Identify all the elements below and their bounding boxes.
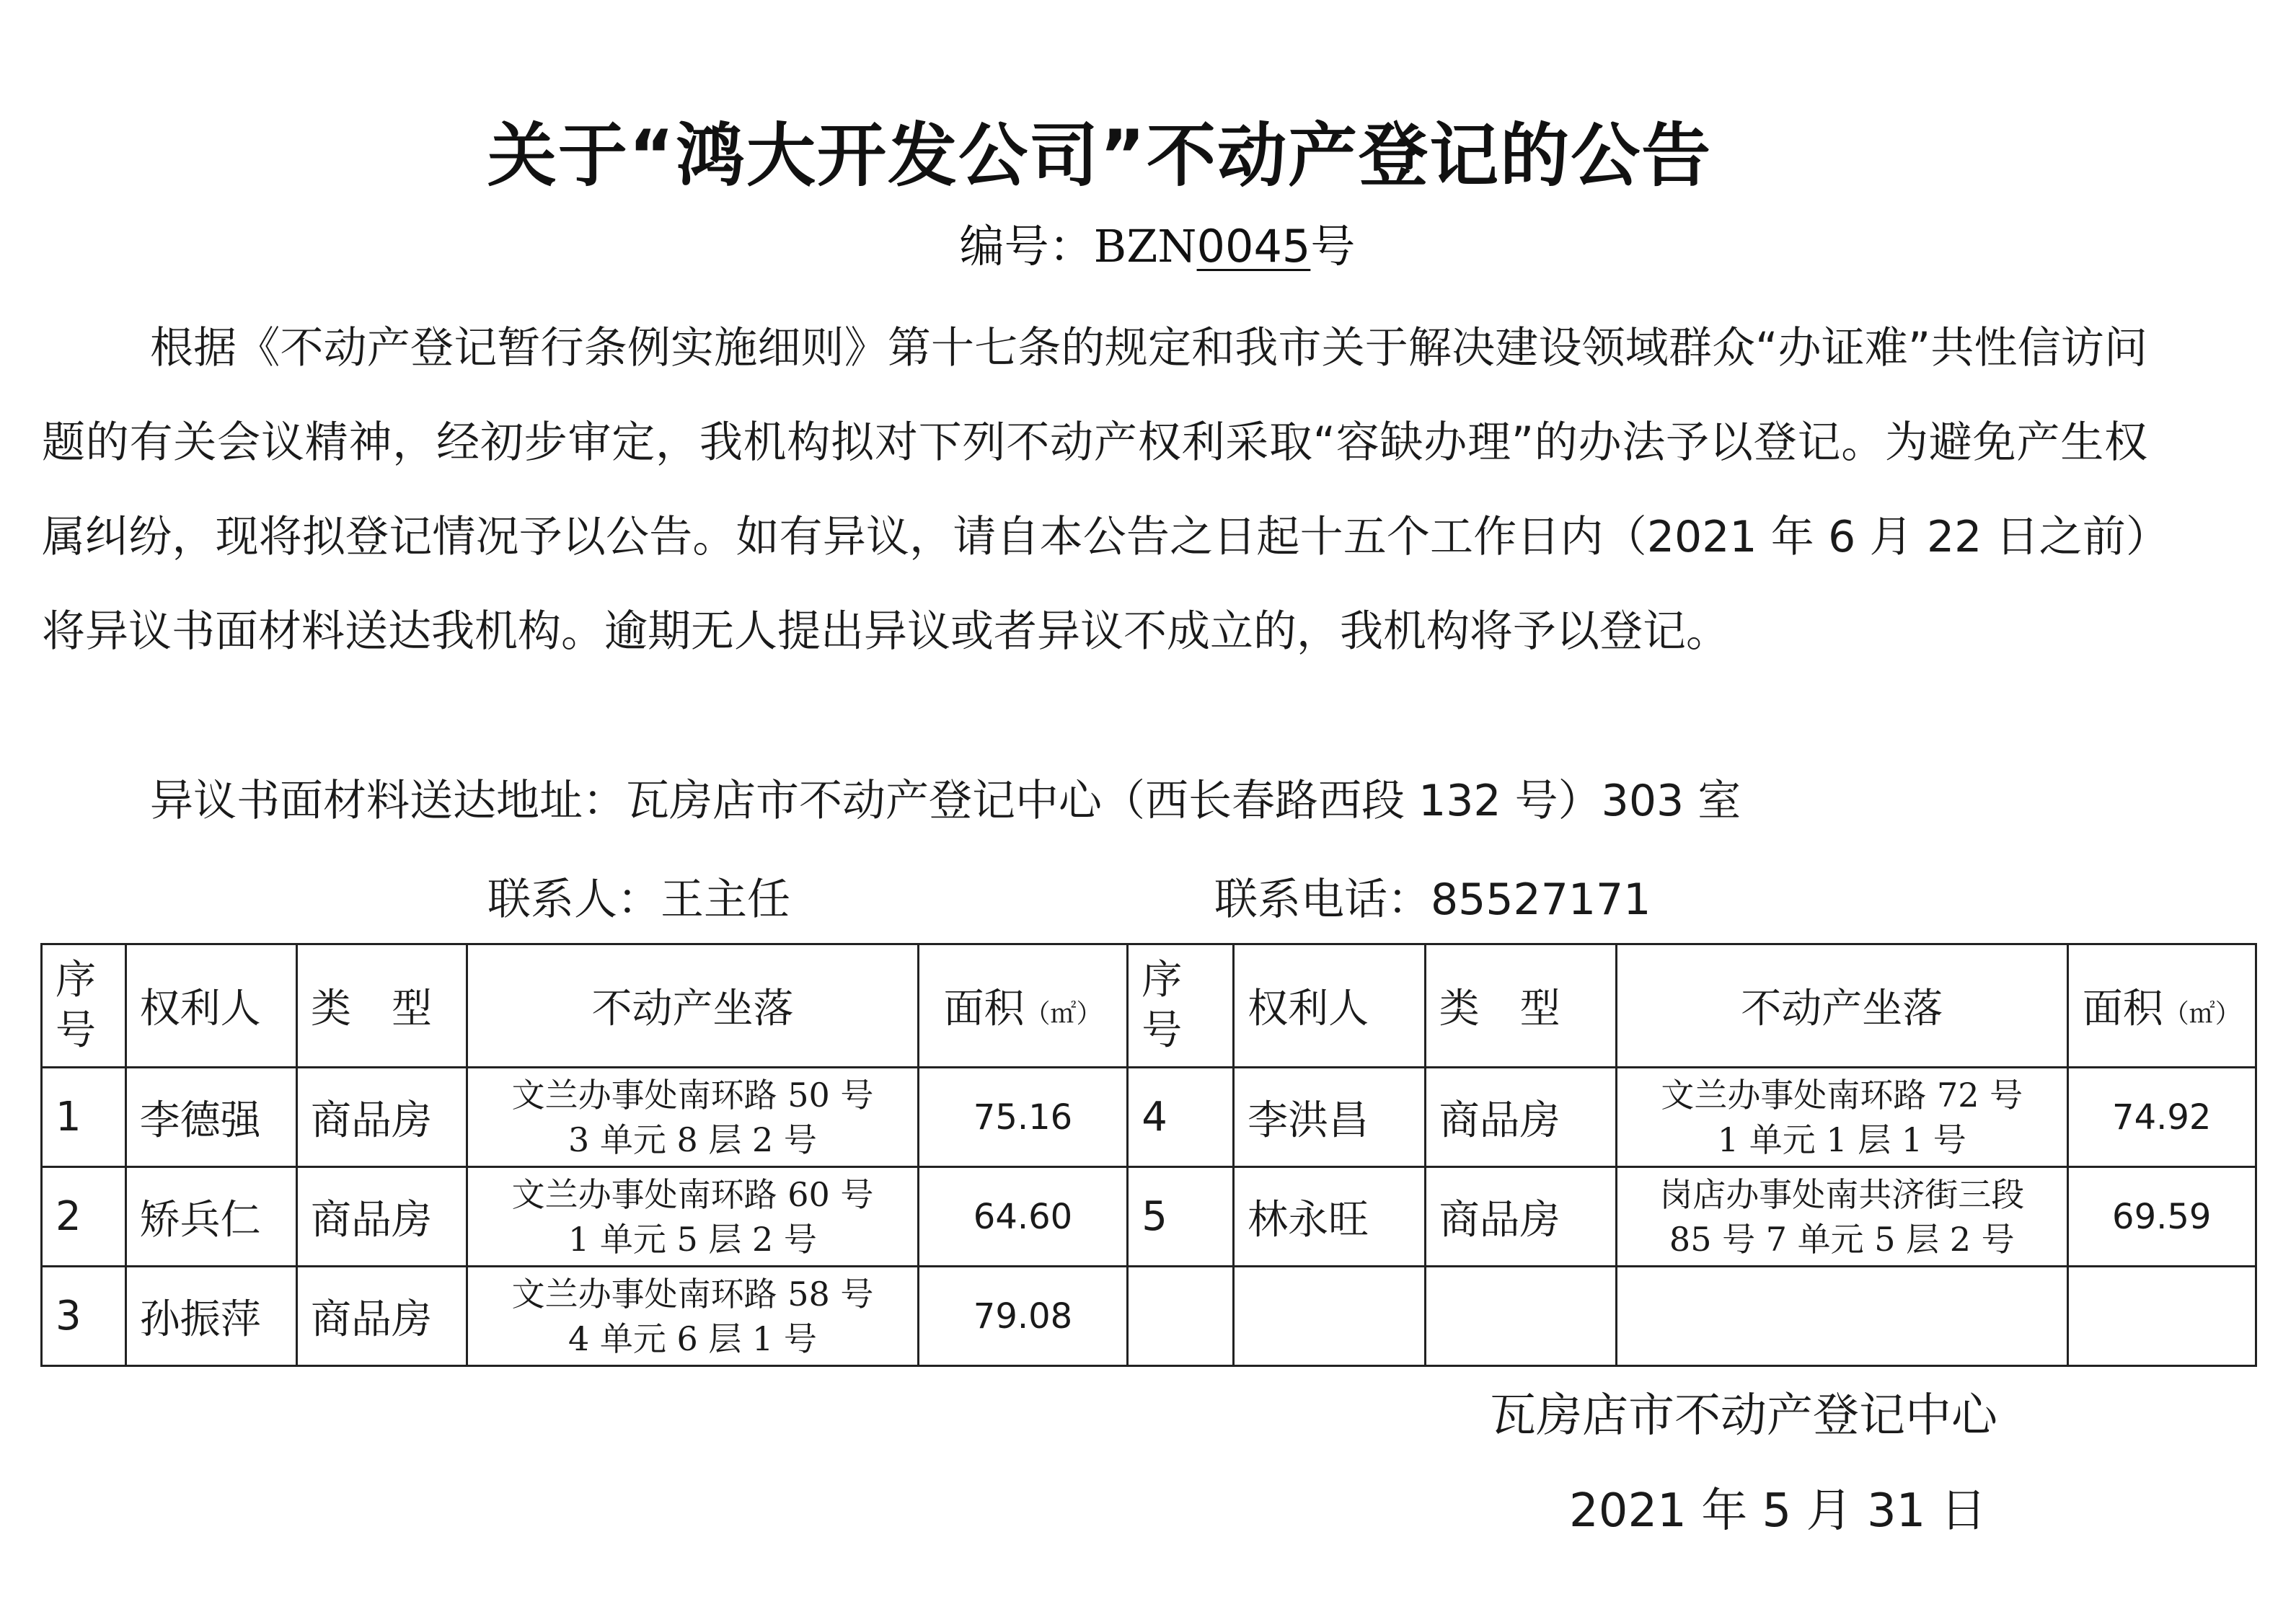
cell-holder: 矫兵仁 [125, 1167, 296, 1267]
cell-location [1617, 1068, 2067, 1167]
header-seq-line2: 号 [1142, 1007, 1183, 1054]
cell-type: 商品房 [296, 1167, 467, 1267]
cell-location-line2: 3 单元 8 层 2 号 [568, 1120, 817, 1159]
header-area-label: 面积 [943, 986, 1025, 1032]
cell-seq: 3 [42, 1267, 126, 1366]
cell-type [1425, 1267, 1616, 1366]
cell-area: 75.16 [918, 1068, 1128, 1167]
cell-location-line1: 文兰办事处南环路 50 号 [511, 1075, 874, 1115]
cell-type: 商品房 [1425, 1068, 1616, 1167]
header-seq-line1: 序 [1142, 957, 1183, 1004]
cell-seq: 2 [42, 1167, 126, 1267]
issuing-authority: 瓦房店市不动产登记中心 [1490, 1389, 1997, 1443]
cell-type: 商品房 [296, 1068, 467, 1167]
cell-area [2067, 1267, 2256, 1366]
cell-holder: 李洪昌 [1234, 1068, 1425, 1167]
cell-location-line2: 85 号 7 单元 5 层 2 号 [1669, 1219, 2015, 1259]
issue-date: 2021 年 5 月 31 日 [1569, 1484, 1987, 1538]
header-holder: 权利人 [125, 944, 296, 1068]
header-seq-line2: 号 [56, 1007, 96, 1054]
header-area [918, 944, 1128, 1068]
header-area-label: 面积 [2082, 986, 2163, 1032]
header-area-unit: （㎡） [1024, 999, 1103, 1029]
cell-seq: 5 [1128, 1167, 1234, 1267]
cell-location-line1: 文兰办事处南环路 60 号 [511, 1174, 874, 1214]
objection-address: 异议书面材料送达地址：瓦房店市不动产登记中心（西长春路西段 132 号）303 室 [150, 776, 1741, 826]
notice-body: 根据《不动产登记暂行条例实施细则》第十七条的规定和我市关于解决建设领域群众“办证难”共性信访问题的有关会议精神，经初步审定，我机构拟对下列不动产权利采取“容缺办理”的办法予以登记。为避免产生权属纠纷，现将拟登记情况予以公告。如有异议，请自本公告之日起十五个工作日内（2021 年 6 月 22 日之前）将异议书面材料送达我机构。逾期无人提出异议或者异议不成立的，我机构将予以登记。 [42, 323, 2147, 657]
cell-holder [1234, 1267, 1425, 1366]
header-holder: 权利人 [1234, 944, 1425, 1068]
cell-location-line1: 岗店办事处南共济街三段 [1659, 1174, 2025, 1214]
contact-phone: 联系电话：85527171 [1214, 874, 1651, 925]
cell-area: 74.92 [2067, 1068, 2256, 1167]
cell-holder: 孙振萍 [125, 1267, 296, 1366]
header-location: 不动产坐落 [1617, 944, 2067, 1068]
cell-type: 商品房 [1425, 1167, 1616, 1267]
cell-location [467, 1267, 918, 1366]
cell-holder: 李德强 [125, 1068, 296, 1167]
cell-area: 64.60 [918, 1167, 1128, 1267]
cell-location [1617, 1267, 2067, 1366]
cell-seq [1128, 1267, 1234, 1366]
header-seq-line1: 序 [56, 957, 96, 1004]
document-number [0, 211, 2296, 275]
cell-holder: 林永旺 [1234, 1167, 1425, 1267]
table-row [42, 1068, 2256, 1167]
cell-location-line1: 文兰办事处南环路 72 号 [1661, 1075, 2023, 1115]
cell-location-line2: 1 单元 1 层 1 号 [1717, 1120, 1966, 1159]
header-seq [1128, 944, 1234, 1068]
contact-person: 联系人：王主任 [487, 874, 790, 925]
cell-location-line1: 文兰办事处南环路 58 号 [511, 1274, 874, 1314]
cell-seq: 4 [1128, 1068, 1234, 1167]
header-type: 类 型 [296, 944, 467, 1068]
cell-type: 商品房 [296, 1267, 467, 1366]
cell-location [467, 1068, 918, 1167]
header-location: 不动产坐落 [467, 944, 918, 1068]
cell-location [1617, 1167, 2067, 1267]
header-seq [42, 944, 126, 1068]
cell-area: 69.59 [2067, 1167, 2256, 1267]
header-type: 类 型 [1425, 944, 1616, 1068]
table-row [42, 1267, 2256, 1366]
doc-number-suffix: 号 [1310, 220, 1356, 273]
cell-location-line2: 4 单元 6 层 1 号 [568, 1319, 817, 1358]
doc-number-prefix: 编号：BZN [959, 220, 1197, 273]
registration-table [40, 943, 2257, 1367]
cell-location [467, 1167, 918, 1267]
doc-number-value: 0045 [1196, 220, 1311, 273]
cell-area: 79.08 [918, 1267, 1128, 1366]
cell-seq: 1 [42, 1068, 126, 1167]
header-area [2067, 944, 2256, 1068]
table-header-row [42, 944, 2256, 1068]
table-row [42, 1167, 2256, 1267]
header-area-unit: （㎡） [2163, 999, 2241, 1029]
cell-location-line2: 1 单元 5 层 2 号 [568, 1219, 817, 1259]
notice-title: 关于“鸿大开发公司”不动产登记的公告 [487, 115, 1713, 196]
